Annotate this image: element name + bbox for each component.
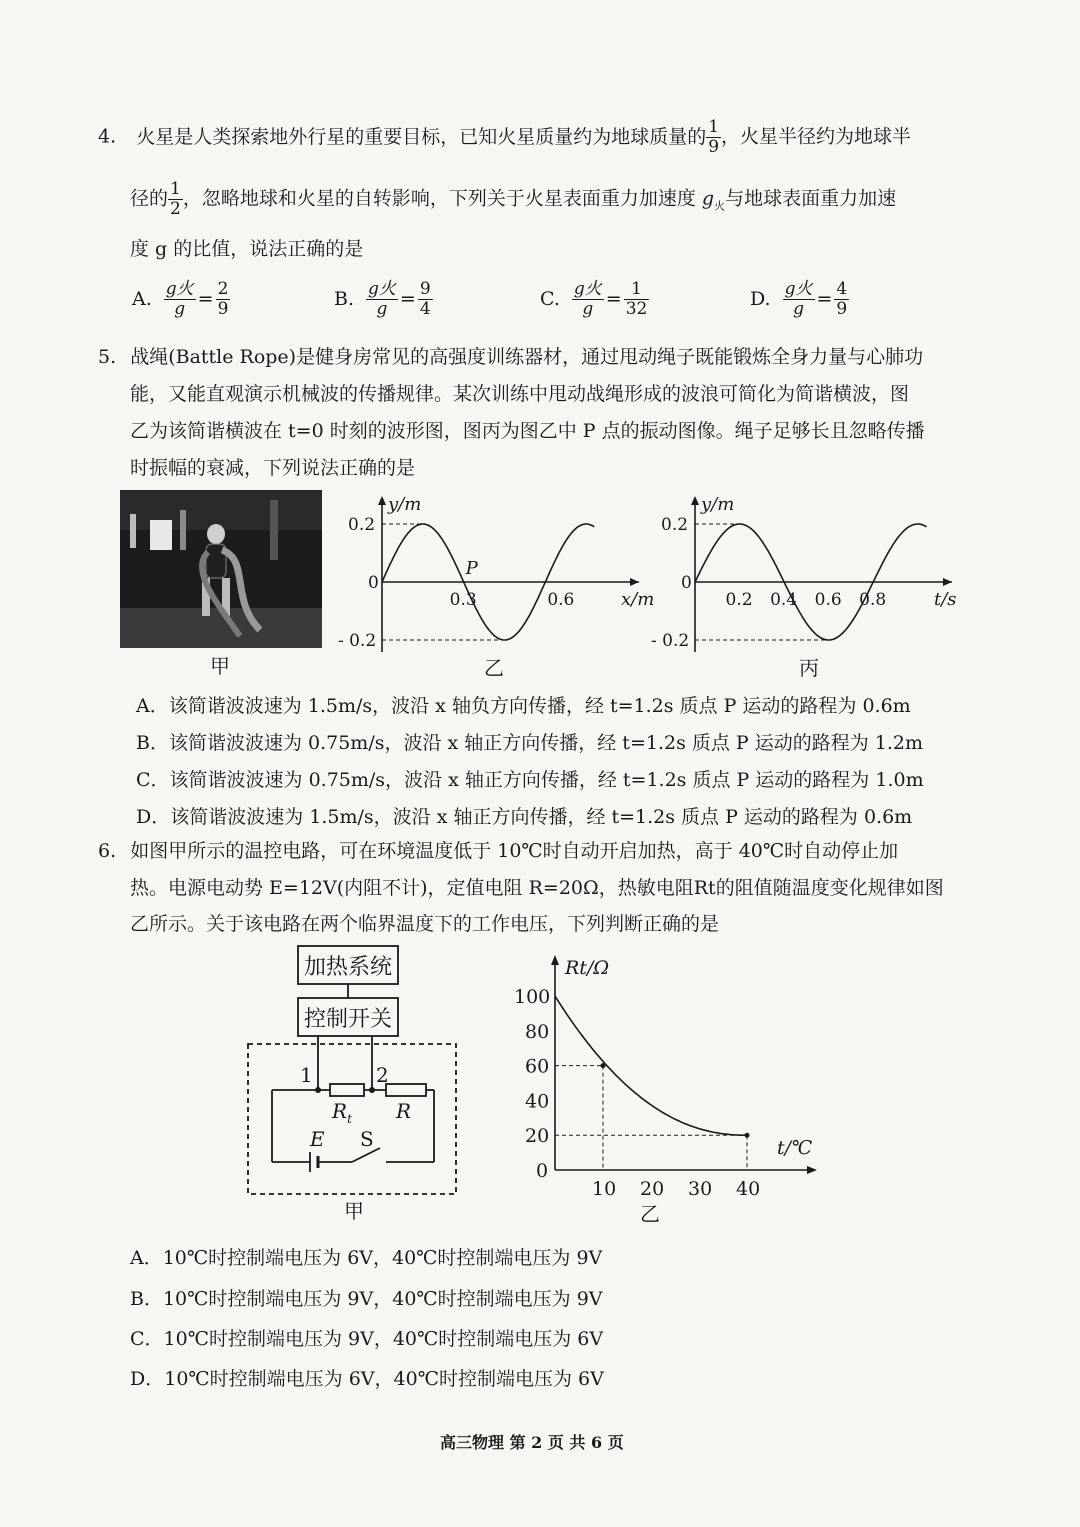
x-tick-label: 10 (592, 1178, 617, 1200)
x-tick-label: 0.3 (449, 590, 477, 610)
q6-option-b[interactable]: B．10℃时控制端电压为 9V，40℃时控制端电压为 9V (130, 1288, 603, 1310)
r-label: R (396, 1099, 412, 1123)
ratio-fraction: $\frac{\text{g火}}{g}$ (573, 279, 602, 319)
q4-mass-fraction: $\frac{1}{9}$ (708, 117, 720, 157)
x-tick-label: 0.8 (859, 590, 887, 610)
q6-number: 6. (98, 840, 117, 862)
e-label: E (310, 1127, 325, 1151)
thermistor-graph (505, 950, 825, 1200)
q6-text-2: 热。电源电动势 E=12V(内阻不计)，定值电阻 R=20Ω，热敏电阻Rt的阻值随温度变化规律如图 (130, 877, 944, 899)
y-axis-arrow (551, 955, 559, 965)
x-tick-label: 0.2 (725, 590, 753, 610)
y-tick-label: 0 (368, 573, 379, 593)
q4-text-1: 火星是人类探索地外行星的重要目标，已知火星质量约为地球质量的 (136, 125, 707, 148)
y-tick-label: 100 (514, 986, 551, 1009)
q4-line3: 度 g 的比值，说法正确的是 (130, 238, 364, 260)
q6-text-3: 乙所示。关于该电路在两个临界温度下的工作电压，下列判断正确的是 (130, 913, 720, 935)
q4-number: 4. (98, 125, 117, 148)
q4-g-mars-sub: 火 (714, 199, 726, 213)
q6-line1 (98, 838, 898, 864)
y-tick-label: 0 (681, 573, 692, 593)
y-axis-label: y/m (388, 494, 422, 515)
q4-option-d[interactable]: D. $\frac{\text{g火}}{g}$ = $\frac{4}{9}$ (750, 279, 848, 319)
q5-line1 (98, 344, 923, 370)
q4-option-label: B. (334, 287, 355, 310)
ratio-fraction: $\frac{\text{g火}}{g}$ (165, 279, 194, 319)
node-1-label: 1 (300, 1063, 313, 1087)
vibration-caption: 丙 (799, 656, 819, 680)
control-switch-label: 控制开关 (304, 1007, 393, 1032)
q5-text-1: 战绳(Battle Rope)是健身房常见的高强度训练器材，通过甩动绳子既能锻炼全身力量与心肺功 (130, 346, 924, 368)
rt-resistor (330, 1084, 364, 1096)
q4-g-mars: g (701, 187, 715, 210)
y-tick-label: 60 (525, 1055, 550, 1078)
battle-rope-photo (120, 490, 322, 648)
q6-option-c[interactable]: C．10℃时控制端电压为 9V，40℃时控制端电压为 6V (130, 1328, 604, 1350)
q5-option-d[interactable]: D．该简谐波波速为 1.5m/s，波沿 x 轴正方向传播，经 t=1.2s 质点 P 运动的路程为 0.6m (136, 806, 913, 828)
x-tick-label: 0.6 (547, 590, 575, 610)
q5-number: 5. (98, 346, 117, 368)
q4-text-2-tail: 与地球表面重力加速 (725, 187, 897, 210)
q5-text-3: 乙为该简谐横波在 t=0 时刻的波形图，图丙为图乙中 P 点的振动图像。绳子足够长且忽略传播 (130, 420, 925, 442)
q5-text-4: 时振幅的衰减，下列说法正确的是 (130, 457, 416, 479)
node-2-label: 2 (376, 1063, 389, 1087)
x-tick-label: 40 (736, 1178, 761, 1200)
marked-point (745, 1133, 750, 1138)
q4-option-b[interactable]: B. $\frac{\text{g火}}{g}$ = $\frac{9}{4}$ (334, 279, 431, 319)
y-axis-arrow (691, 496, 699, 505)
q6-text-1: 如图甲所示的温控电路，可在环境温度低于 10℃时自动开启加热，高于 40℃时自动停止加 (130, 840, 899, 862)
y-tick-label: - 0.2 (338, 631, 377, 651)
marked-point (601, 1063, 606, 1068)
x-axis-arrow (630, 578, 639, 586)
page-footer: 高三物理 第 2 页 共 6 页 (440, 1433, 624, 1452)
q6-option-a[interactable]: A．10℃时控制端电压为 6V，40℃时控制端电压为 9V (130, 1247, 603, 1269)
value-fraction: $\frac{1}{32}$ (625, 279, 648, 319)
x-axis-arrow (807, 1166, 817, 1174)
y-tick-label: 20 (525, 1125, 550, 1148)
x-tick-label: 30 (688, 1178, 713, 1200)
q4-option-label: D. (750, 287, 771, 310)
circuit-diagram (240, 940, 470, 1230)
thermistor-caption: 乙 (640, 1202, 660, 1226)
wave-caption: 乙 (484, 656, 504, 680)
q4-text-2: ，忽略地球和火星的自转影响，下列关于火星表面重力加速度 (182, 187, 696, 210)
value-fraction: $\frac{4}{9}$ (836, 279, 848, 319)
photo-caption: 甲 (210, 654, 230, 678)
y-tick-label: 0.2 (348, 515, 376, 535)
q5-option-b[interactable]: B．该简谐波波速为 0.75m/s，波沿 x 轴正方向传播，经 t=1.2s 质点 P 运动的路程为 1.2m (136, 732, 924, 754)
wave-graph (338, 490, 655, 655)
q4-radius-fraction: $\frac{1}{2}$ (170, 179, 181, 219)
vibration-graph (651, 490, 957, 655)
y-axis-arrow (378, 496, 386, 505)
s-label: S (360, 1127, 374, 1151)
q4-option-c[interactable]: C. $\frac{\text{g火}}{g}$ = $\frac{1}{32}$ (540, 279, 648, 319)
ratio-fraction: $\frac{\text{g火}}{g}$ (368, 279, 396, 319)
q4-text-1-end: ，火星半径约为地球半 (721, 125, 912, 148)
y-tick-label: - 0.2 (651, 631, 690, 651)
q5-text-2: 能，又能直观演示机械波的传播规律。某次训练中甩动战绳形成的波浪可简化为简谐横波，图 (130, 383, 910, 405)
dashed-enclosure (248, 1044, 456, 1194)
r-resistor (386, 1084, 426, 1096)
x-tick-label: 20 (640, 1178, 665, 1200)
circuit-caption: 甲 (344, 1199, 364, 1223)
q4-line2 (130, 180, 896, 219)
y-tick-label: 0.2 (661, 515, 689, 535)
x-tick-label: 0.6 (814, 590, 842, 610)
q5-option-c[interactable]: C．该简谐波波速为 0.75m/s，波沿 x 轴正方向传播，经 t=1.2s 质点 P 运动的路程为 1.0m (136, 769, 924, 791)
x-axis-arrow (943, 578, 952, 586)
heater-label: 加热系统 (304, 955, 393, 980)
x-tick-label: 0.4 (770, 590, 798, 610)
y-tick-label: 40 (525, 1090, 550, 1113)
point-p-label: P (465, 558, 478, 579)
rt-label: $R_t$ (332, 1099, 352, 1126)
q4-line1 (98, 118, 911, 157)
q4-option-label: A. (132, 287, 152, 310)
x-axis-label: t/℃ (777, 1137, 813, 1159)
q4-option-a[interactable]: A. $\frac{\text{g火}}{g}$ = $\frac{2}{9}$ (132, 279, 229, 319)
value-fraction: $\frac{2}{9}$ (217, 279, 229, 319)
value-fraction: $\frac{9}{4}$ (419, 279, 431, 319)
ratio-fraction: $\frac{\text{g火}}{g}$ (784, 279, 813, 319)
x-axis-label: x/m (621, 589, 655, 610)
y-axis-label: y/m (701, 494, 735, 515)
y-axis-label: Rt/Ω (565, 957, 610, 979)
y-tick-label: 80 (525, 1020, 550, 1043)
q5-option-a[interactable]: A．该简谐波波速为 1.5m/s，波沿 x 轴负方向传播，经 t=1.2s 质点 P 运动的路程为 0.6m (136, 695, 911, 717)
x-axis-label: t/s (934, 589, 957, 610)
q4-text-2-start: 径的 (130, 187, 169, 210)
q4-option-label: C. (540, 287, 560, 310)
y-tick-label: 0 (536, 1160, 549, 1182)
q6-option-d[interactable]: D．10℃时控制端电压为 6V，40℃时控制端电压为 6V (130, 1368, 604, 1390)
